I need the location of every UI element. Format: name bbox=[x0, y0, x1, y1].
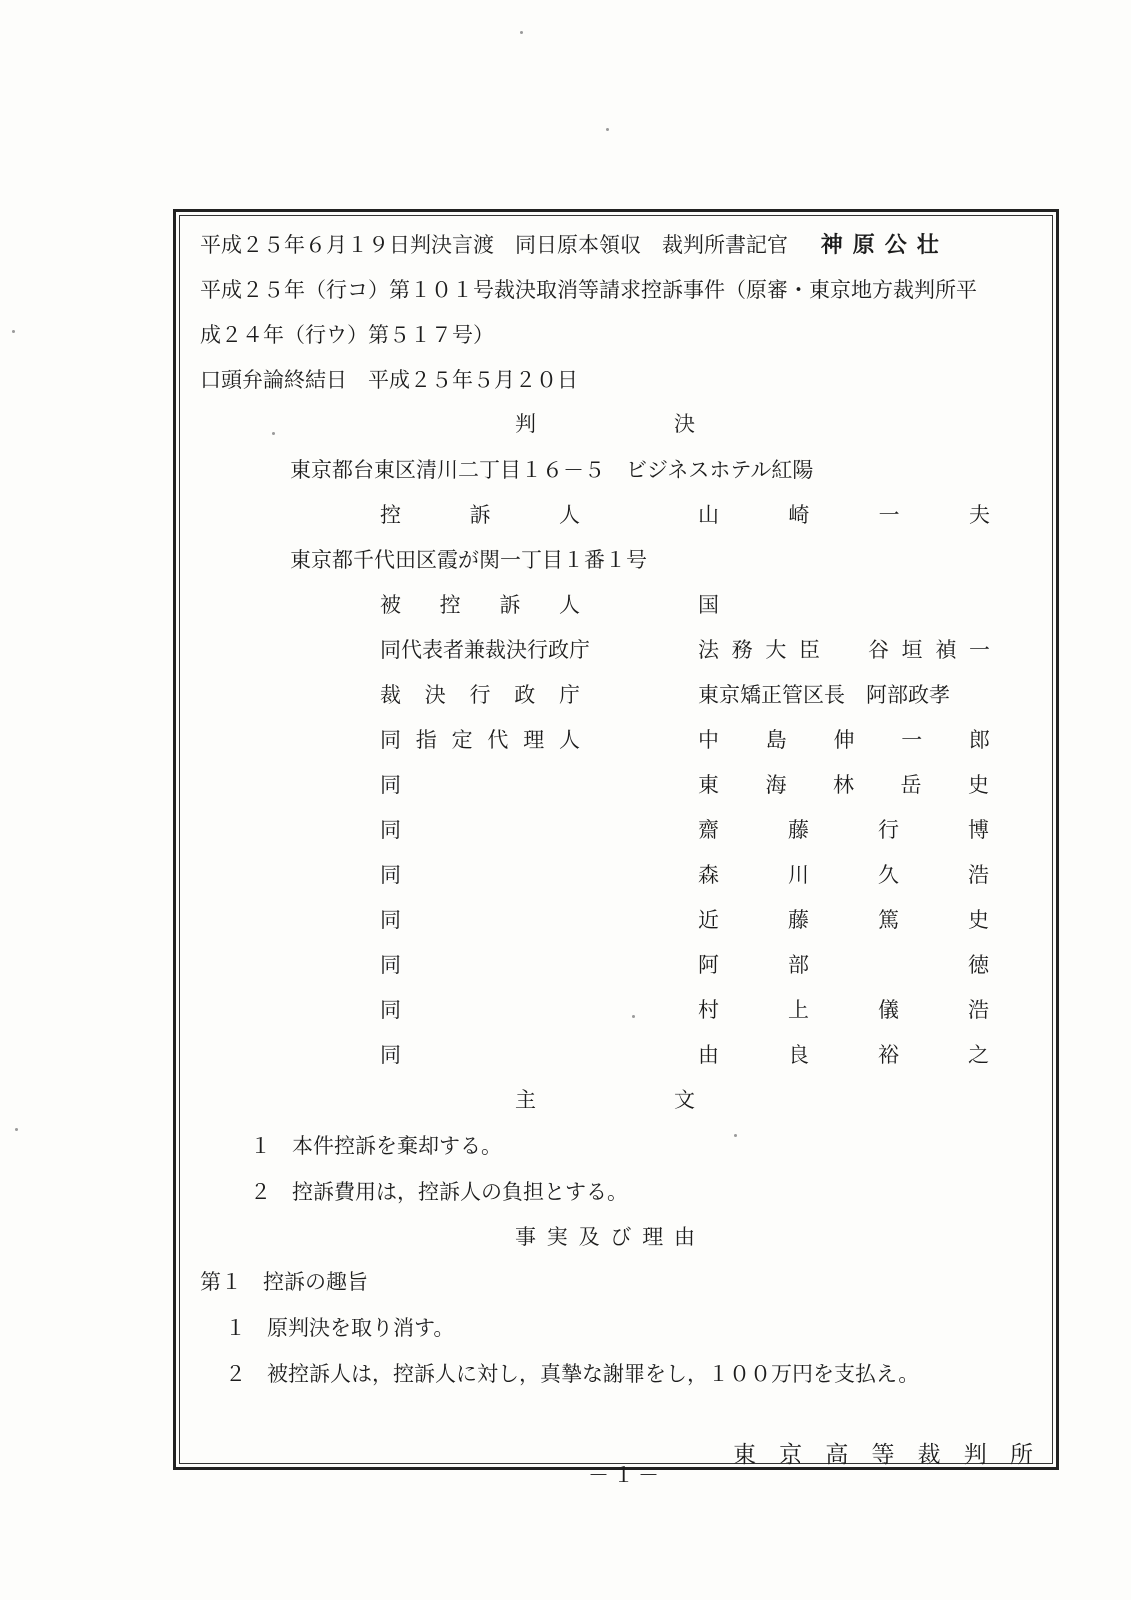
scan-speck bbox=[606, 128, 609, 131]
scan-speck bbox=[632, 1015, 635, 1018]
char: 垣 bbox=[901, 638, 923, 662]
agent-name bbox=[698, 1042, 990, 1068]
char: 徳 bbox=[968, 953, 989, 977]
char: 事 bbox=[515, 1225, 536, 1249]
char: 理 bbox=[523, 728, 545, 752]
scan-speck bbox=[734, 1134, 737, 1137]
agent-name bbox=[698, 772, 990, 798]
char: 文 bbox=[674, 1088, 695, 1112]
char: 谷 bbox=[868, 638, 889, 662]
fact-item-2: ２ 被控訴人は，控訴人に対し，真摯な謝罪をし，１００万円を支払え。 bbox=[225, 1362, 920, 1386]
char: 近 bbox=[698, 908, 719, 932]
representative-title bbox=[698, 637, 820, 663]
char: 林 bbox=[833, 773, 854, 797]
court-name bbox=[733, 1442, 1033, 1468]
char: 指 bbox=[415, 728, 437, 752]
main-item-2: ２ 控訴費用は，控訴人の負担とする。 bbox=[250, 1180, 628, 1204]
char: 久 bbox=[878, 863, 899, 887]
char: 中 bbox=[698, 728, 719, 752]
char: 齋 bbox=[698, 818, 719, 842]
main-text-heading bbox=[515, 1087, 695, 1113]
char: 篤 bbox=[878, 908, 899, 932]
char: 裁 bbox=[917, 1442, 941, 1468]
char: 決 bbox=[424, 683, 446, 707]
char: 人 bbox=[558, 728, 580, 752]
char: 判 bbox=[963, 1442, 987, 1468]
char: 夫 bbox=[968, 503, 990, 527]
judgment-title bbox=[515, 411, 695, 437]
char: 控 bbox=[439, 593, 461, 617]
representative-label: 同代表者兼裁決行政庁 bbox=[380, 638, 590, 662]
agency-label bbox=[380, 682, 580, 708]
char: 被 bbox=[380, 593, 401, 617]
char: 及 bbox=[578, 1225, 600, 1249]
agent-name bbox=[698, 727, 990, 753]
agent-same-label: 同 bbox=[380, 953, 401, 977]
char: 島 bbox=[765, 728, 787, 752]
char: 主 bbox=[515, 1088, 536, 1112]
clerk-name: 神原公壮 bbox=[820, 233, 949, 258]
char: 一 bbox=[878, 503, 900, 527]
char: 崎 bbox=[788, 503, 810, 527]
agent-same-label: 同 bbox=[380, 908, 401, 932]
appellant-address: 東京都台東区清川二丁目１６－５ ビジネスホテル紅陽 bbox=[290, 458, 814, 482]
appellant-label bbox=[380, 502, 580, 528]
char: 裁 bbox=[380, 683, 401, 707]
main-item-1: １ 本件控訴を棄却する。 bbox=[250, 1134, 502, 1158]
char: 庁 bbox=[559, 683, 580, 707]
agent-name bbox=[698, 862, 990, 888]
delivery-info: 平成２５年６月１９日判決言渡 同日原本領収 裁判所書記官 bbox=[200, 233, 788, 257]
scan-speck bbox=[520, 31, 523, 34]
char: 阿 bbox=[698, 953, 719, 977]
char: 代 bbox=[487, 728, 509, 752]
char: 臣 bbox=[798, 638, 820, 662]
char: 良 bbox=[788, 1043, 809, 1067]
agent-same-label: 同 bbox=[380, 773, 401, 797]
char: 行 bbox=[469, 683, 491, 707]
char: 儀 bbox=[878, 998, 899, 1022]
char: 等 bbox=[871, 1442, 895, 1468]
char: 東 bbox=[698, 773, 719, 797]
char: 禎 bbox=[935, 638, 957, 662]
agent-name bbox=[698, 817, 990, 843]
char: 所 bbox=[1009, 1442, 1033, 1468]
char: 伸 bbox=[833, 728, 855, 752]
char: 京 bbox=[779, 1442, 803, 1468]
agency-name: 東京矯正管区長 阿部政孝 bbox=[698, 683, 950, 707]
char: 政 bbox=[514, 683, 536, 707]
scan-speck bbox=[12, 330, 15, 333]
char: 由 bbox=[673, 1225, 695, 1249]
representative-name bbox=[868, 637, 990, 663]
char: 東 bbox=[733, 1442, 756, 1468]
char bbox=[878, 952, 900, 978]
char: 史 bbox=[968, 908, 989, 932]
char: 浩 bbox=[968, 998, 989, 1022]
char: 森 bbox=[698, 863, 719, 887]
agent-name bbox=[698, 907, 990, 933]
char: 行 bbox=[878, 818, 899, 842]
char: 岳 bbox=[900, 773, 922, 797]
char: 川 bbox=[788, 863, 809, 887]
char: 藤 bbox=[788, 818, 809, 842]
facts-heading bbox=[515, 1224, 695, 1250]
char: び bbox=[610, 1225, 632, 1249]
char: 浩 bbox=[968, 863, 989, 887]
char: 法 bbox=[698, 638, 719, 662]
char: 人 bbox=[558, 593, 580, 617]
agent-name bbox=[698, 997, 990, 1023]
char: 訴 bbox=[499, 593, 521, 617]
char: 藤 bbox=[788, 908, 809, 932]
char: 人 bbox=[559, 503, 580, 527]
appellee-label bbox=[380, 592, 580, 618]
char: 大 bbox=[765, 638, 787, 662]
char: 部 bbox=[788, 953, 809, 977]
agent-name bbox=[698, 952, 990, 978]
char: 郎 bbox=[969, 728, 990, 752]
char: 一 bbox=[901, 728, 923, 752]
appellee-address: 東京都千代田区霞が関一丁目１番１号 bbox=[290, 548, 647, 572]
char: 定 bbox=[451, 728, 473, 752]
scan-speck bbox=[272, 432, 275, 435]
char: 理 bbox=[642, 1225, 664, 1249]
char: 上 bbox=[788, 998, 809, 1022]
char: 史 bbox=[968, 773, 989, 797]
char: 之 bbox=[968, 1043, 989, 1067]
agent-same-label: 同 bbox=[380, 998, 401, 1022]
char: 村 bbox=[698, 998, 719, 1022]
page-number: －１－ bbox=[588, 1463, 663, 1487]
char: 判 bbox=[515, 412, 536, 436]
agent-same-label: 同 bbox=[380, 818, 401, 842]
char: 高 bbox=[825, 1442, 849, 1468]
char: 山 bbox=[698, 503, 719, 527]
char: 一 bbox=[968, 638, 990, 662]
scan-speck bbox=[15, 1128, 18, 1131]
char: 控 bbox=[380, 503, 401, 527]
case-number-line-1: 平成２５年（行コ）第１０１号裁決取消等請求控訴事件（原審・東京地方裁判所平 bbox=[200, 278, 977, 302]
char: 訴 bbox=[469, 503, 491, 527]
char: 決 bbox=[674, 412, 695, 436]
agent-same-label: 同 bbox=[380, 1043, 401, 1067]
appellant-name bbox=[698, 502, 990, 528]
header-line-1 bbox=[200, 232, 949, 259]
appellee-name: 国 bbox=[698, 593, 719, 617]
fact-item-1: １ 原判決を取り消す。 bbox=[225, 1316, 455, 1340]
agent-same-label: 同 bbox=[380, 863, 401, 887]
char: 同 bbox=[380, 728, 401, 752]
char: 務 bbox=[731, 638, 753, 662]
char: 由 bbox=[698, 1043, 719, 1067]
agent-label bbox=[380, 727, 580, 753]
char: 実 bbox=[546, 1225, 568, 1249]
char: 博 bbox=[968, 818, 989, 842]
hearing-end-date: 口頭弁論終結日 平成２５年５月２０日 bbox=[200, 368, 578, 392]
char: 海 bbox=[765, 773, 787, 797]
section-1-heading: 第１ 控訴の趣旨 bbox=[200, 1270, 368, 1294]
char: 裕 bbox=[878, 1043, 899, 1067]
case-number-line-2: 成２４年（行ウ）第５１７号） bbox=[200, 323, 494, 347]
